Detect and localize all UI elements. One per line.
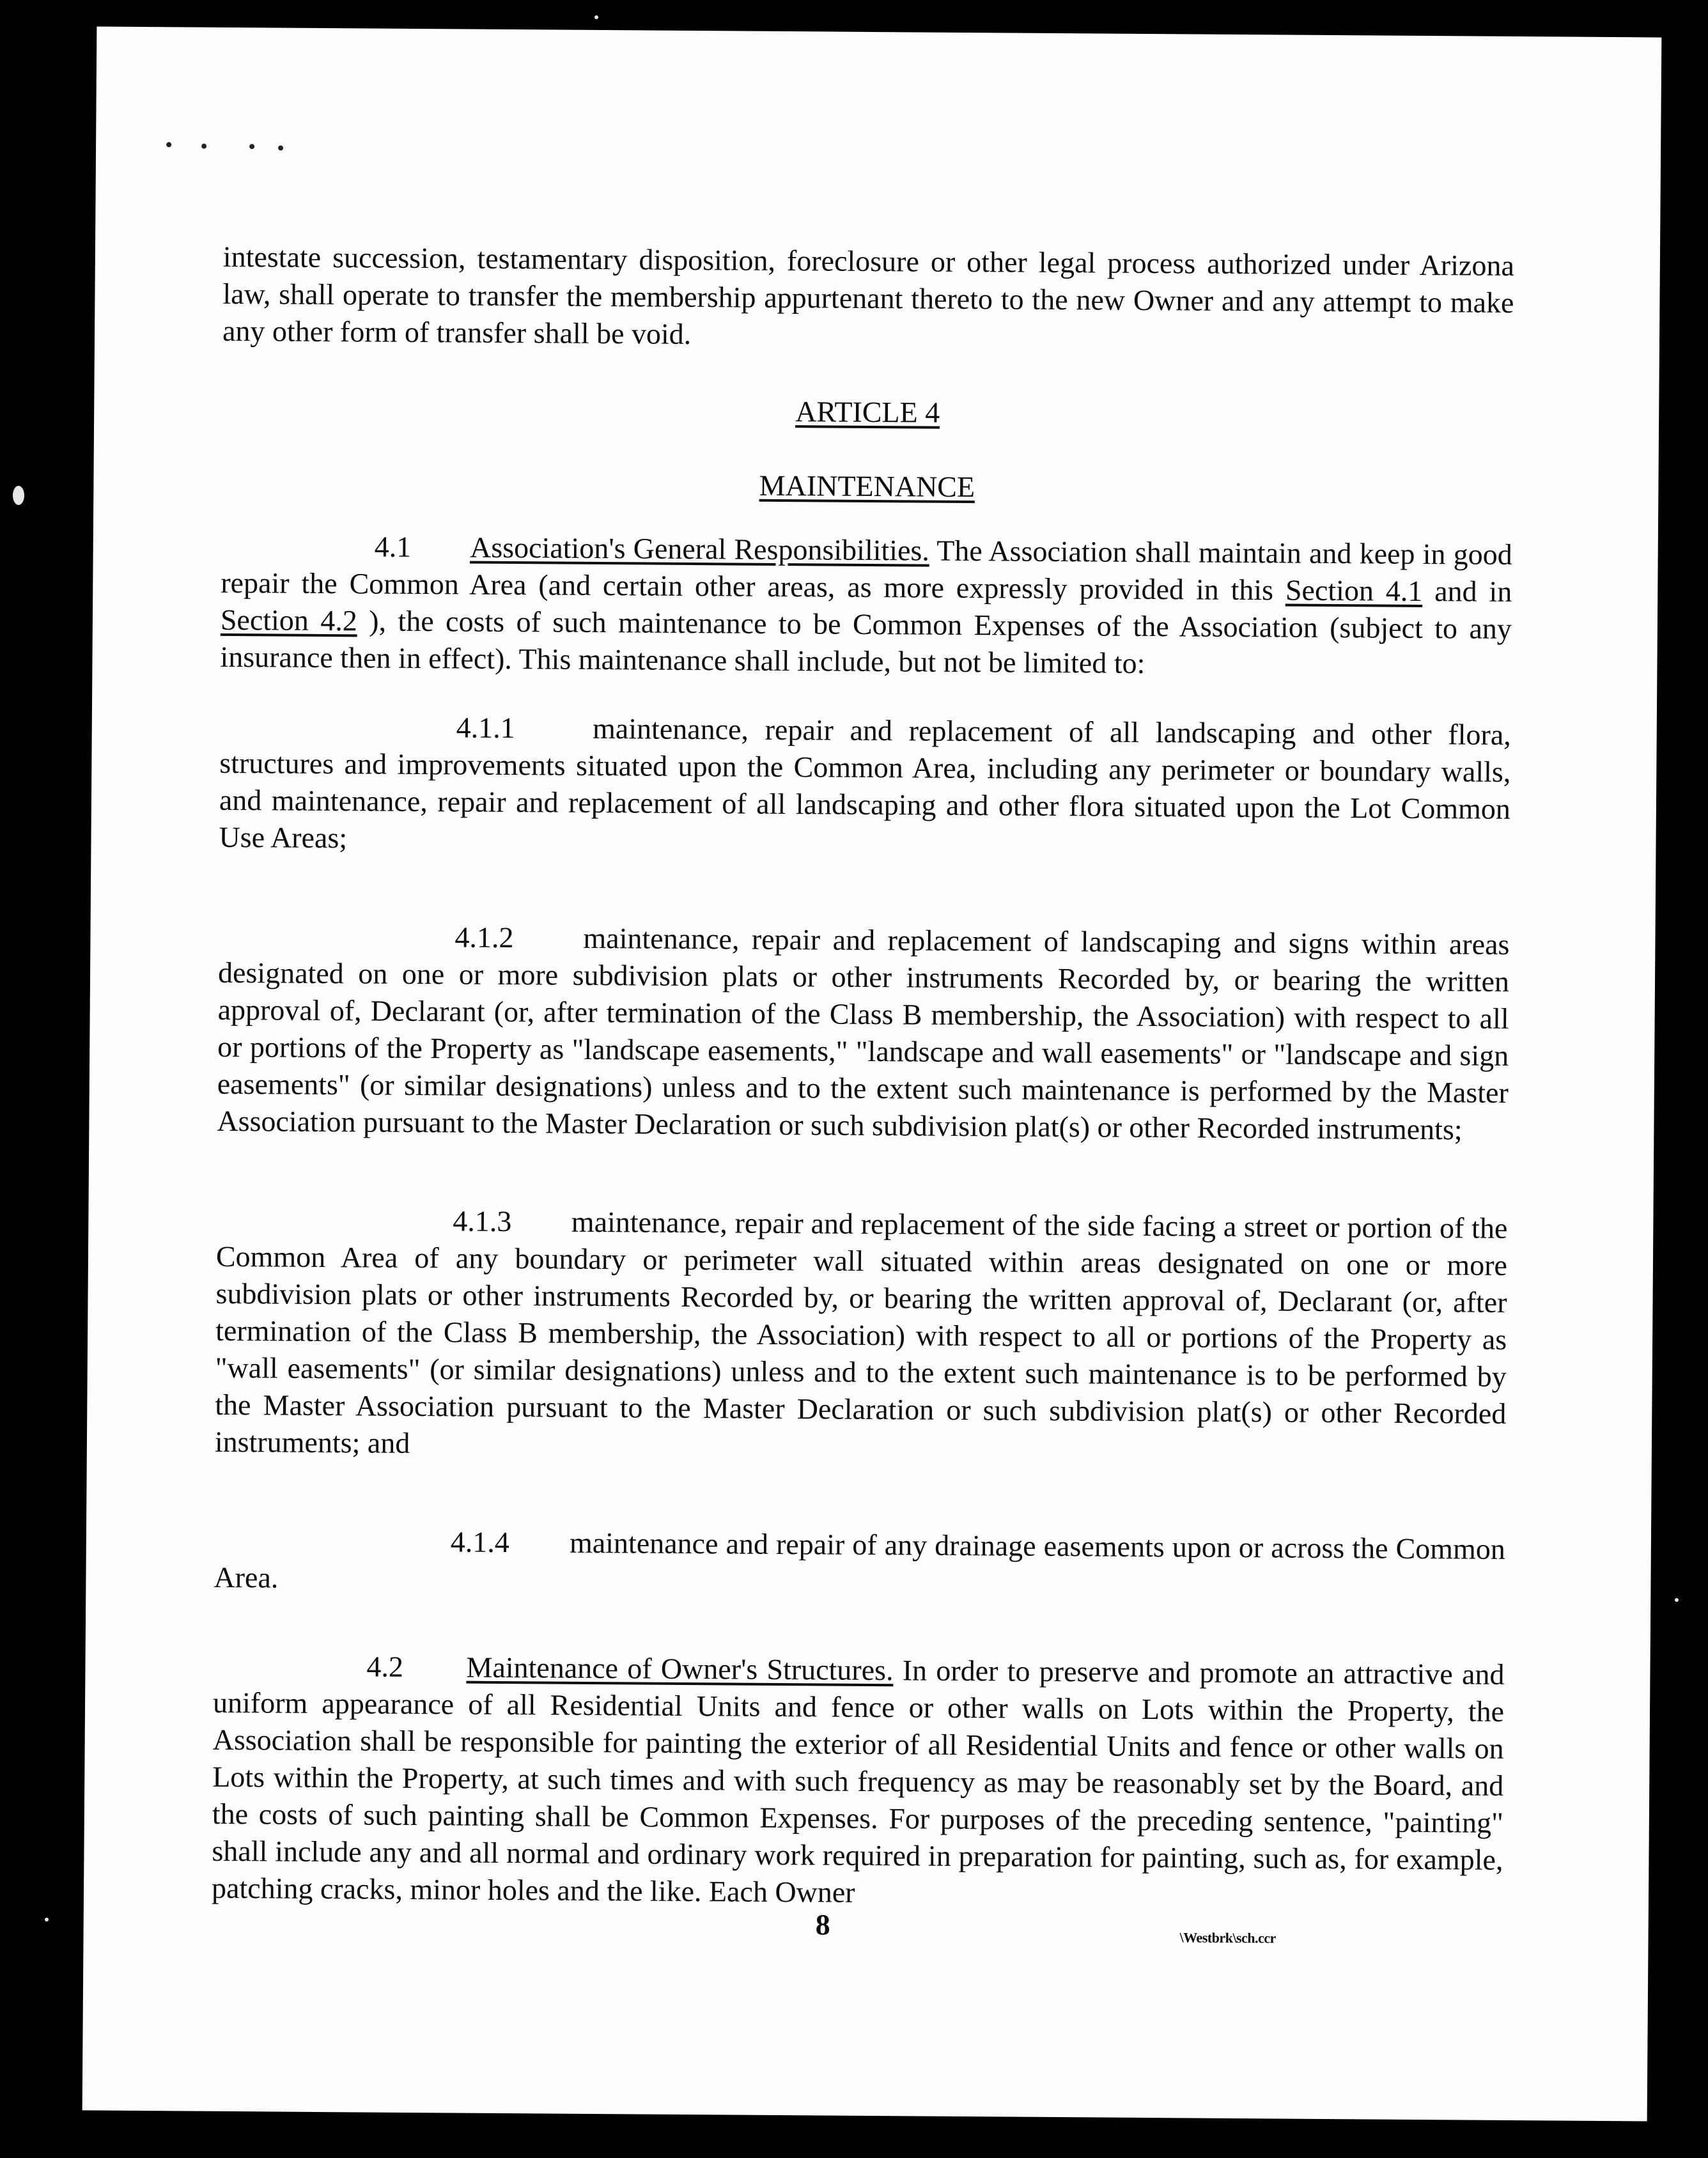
file-reference: \Westbrk\sch.ccr [1179,1929,1276,1946]
section-heading: Association's General Responsibilities. [469,531,930,567]
section-number: 4.1.4 [450,1525,510,1559]
section-text: In order to preserve and promote an attractive and uniform appearance of all Residential Units and fence or other walls on Lots within the Property, the Association shall be responsible for painting the exterior of all Residential Units and fence or other walls on Lots within the Property, at such times and with such frequency as may be reasonably set by the Board, and the costs of such painting shall be Common Expenses. For purposes of the preceding sentence, "painting" shall include any and all normal and ordinary work required in preparation for painting, such as, for example, patching cracks, minor holes and the like. Each Owner [211,1654,1505,1909]
scan-noise [1675,1598,1679,1602]
scan-noise [13,486,24,505]
page-number: 8 [815,1908,830,1941]
section-4-1-1 [219,708,1511,865]
section-text: maintenance, repair and replacement of all landscaping and other flora, structures and improvements situated upon the Common Area, including any perimeter or boundary walls, and maintenance, repair and replacement of all landscaping and other flora situated upon the Lot Common Use Areas; [219,711,1511,855]
section-text: maintenance and repair of any drainage easements upon or across the Common Area. [214,1526,1506,1594]
document-page [82,26,1662,2121]
document-body [212,238,1514,1916]
scan-speck [201,144,206,149]
section-text: maintenance, repair and replacement of landscaping and signs within areas designated on one or more subdivision plats or other instruments Recorded by, or bearing the written approval of, Declarant (or, after termination of the Class B membership, the Association) with respect to all or portions of the Property as "landscape easements," "landscape and wall easements" or "landscape and sign easements" (or similar designations) unless and to the extent such maintenance is performed by the Master Association pursuant to the Master Declaration or such subdivision plat(s) or other Recorded instruments; [217,921,1510,1146]
scan-speck [278,145,283,150]
section-4-1-3 [215,1201,1508,1470]
article-title: ARTICLE 4 [795,395,940,429]
scan-speck [166,142,171,147]
section-4-1-2 [217,917,1509,1149]
scan-noise [45,1918,49,1921]
scan-speck [249,144,254,149]
section-reference: Section 4.1 [1285,573,1423,607]
section-heading: Maintenance of Owner's Structures. [466,1650,894,1687]
section-number: 4.1.3 [453,1204,512,1238]
opening-paragraph: intestate succession, testamentary disposition, foreclosure or other legal process authorized under Arizona law, shall operate to transfer the membership appurtenant thereto to the new Owner and any attempt to make any other form of transfer shall be void. [222,240,1515,350]
section-number: 4.1.2 [454,920,514,954]
section-number: 4.1.1 [456,711,515,745]
section-4-1: 4.1 Association's General Responsibilities. The Association shall maintain and keep in good repair the Common Area (and certain other areas, as more expressly provided in this Section 4.1 and in Section 4.2 ), the costs of such maintenance to be Common Expenses of the Association (subject to any insurance then in effect). This maintenance shall include, but not be limited to: [220,530,1512,679]
scan-noise [594,15,598,19]
section-4-1-4 [214,1522,1505,1605]
article-subtitle: MAINTENANCE [759,469,975,504]
section-number: 4.1 [374,530,412,563]
section-text: maintenance, repair and replacement of the side facing a street or portion of the Common Area of any boundary or perimeter wall situated within areas designated on one or more subdivision plats or other instruments Recorded by, or bearing the written approval of, Declarant (or, after termination of the Class B membership, the Association) with respect to all or portions of the Property as "wall easements" (or similar designations) unless and to the extent such maintenance is to be performed by the Master Association pursuant to the Master Declaration or such subdivision plat(s) or other Recorded instruments; and [214,1205,1508,1459]
section-reference: Section 4.2 [220,603,358,637]
section-4-2 [212,1647,1505,1916]
section-number: 4.2 [366,1650,404,1683]
